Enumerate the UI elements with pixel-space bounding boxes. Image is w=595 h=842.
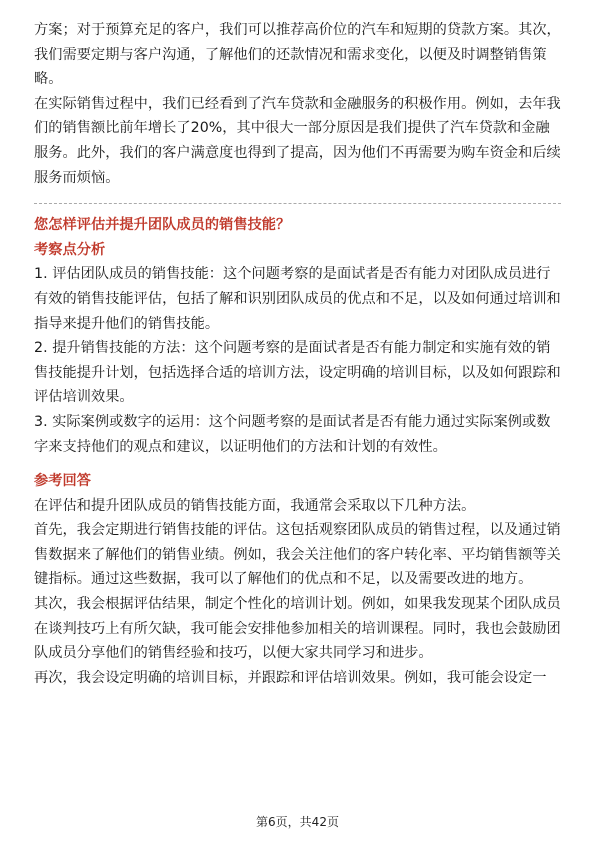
answer-paragraph-2: 首先，我会定期进行销售技能的评估。这包括观察团队成员的销售过程，以及通过销售数据来了解他们的销售业绩。例如，我会关注他们的客户转化率、平均销售额等关键指标。通过这些数据，我可以了解他们的优点和不足，以及需要改进的地方。 (34, 522, 561, 588)
analysis-heading: 考察点分析 (34, 241, 106, 258)
answer-heading: 参考回答 (34, 473, 91, 490)
answer-paragraph-3: 其次，我会根据评估结果，制定个性化的培训计划。例如，如果我发现某个团队成员在谈判技巧上有所欠缺，我可能会安排他参加相关的培训课程。同时，我也会鼓励团队成员分享他们的销售经验和技巧，以便大家共同学习和进步。 (34, 596, 561, 662)
spacer (34, 459, 561, 469)
answer-paragraph-4: 再次，我会设定明确的培训目标，并跟踪和评估培训效果。例如，我可能会设定一 (34, 669, 547, 686)
analysis-point-3: 3. 实际案例或数字的运用：这个问题考察的是面试者是否有能力通过实际案例或数字来支持他们的观点和建议，以证明他们的方法和计划的有效性。 (34, 413, 551, 455)
section-divider (34, 203, 561, 204)
answer-paragraph-1: 在评估和提升团队成员的销售技能方面，我通常会采取以下几种方法。 (34, 497, 476, 514)
document-page (34, 18, 561, 690)
analysis-point-2: 2. 提升销售技能的方法：这个问题考察的是面试者是否有能力制定和实施有效的销售技能提升计划，包括选择合适的培训方法，设定明确的培训目标，以及如何跟踪和评估培训效果。 (34, 340, 561, 406)
question-title: 您怎样评估并提升团队成员的销售技能？ (34, 217, 291, 234)
page-number: 第6页，共42页 (256, 815, 339, 829)
intro-paragraph-2: 在实际销售过程中，我们已经看到了汽车贷款和金融服务的积极作用。例如，去年我们的销售额比前年增长了20%，其中很大一部分原因是我们提供了汽车贷款和金融服务。此外，我们的客户满意度也得到了提高，因为他们不再需要为购车资金和后续服务而烦恼。 (34, 95, 561, 186)
analysis-point-1: 1. 评估团队成员的销售技能：这个问题考察的是面试者是否有能力对团队成员进行有效的销售技能评估，包括了解和识别团队成员的优点和不足，以及如何通过培训和指导来提升他们的销售技能。 (34, 266, 561, 332)
intro-paragraph-1: 方案；对于预算充足的客户，我们可以推荐高价位的汽车和短期的贷款方案。其次，我们需要定期与客户沟通，了解他们的还款情况和需求变化，以便及时调整销售策略。 (34, 22, 561, 88)
